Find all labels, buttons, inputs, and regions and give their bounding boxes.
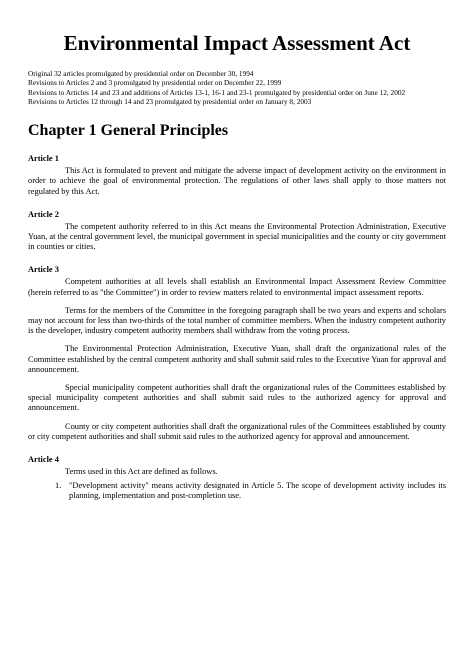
list-item-text: "Development activity" means activity designated in Article 5. The scope of development activity includes its planning, implementation and post-completion use.: [69, 481, 446, 501]
revision-history: [28, 69, 446, 106]
revision-line: Revisions to Articles 12 through 14 and 23 promulgated by presidential order on January 8, 2003: [28, 96, 312, 106]
article-4: [28, 454, 446, 502]
article-paragraph: Competent authorities at all levels shall establish an Environmental Impact Assessment Review Committee (herein referred to as "the Committee") in order to review matters related to environmental impact assessment reports.: [28, 277, 446, 297]
article-2: [28, 209, 446, 253]
article-paragraph: Terms for the members of the Committee in the foregoing paragraph shall be two years and experts and scholars may not account for less than two-thirds of the total number of committee members. When the industry competent authority is the developer, industry competent authority members shall withdraw from the voting process.: [28, 305, 446, 336]
definition-list: [28, 481, 446, 501]
revision-line: Revisions to Articles 14 and 23 and additions of Articles 13-1, 16-1 and 23-1 promulgated by presidential order on June 12, 2002: [28, 87, 406, 97]
article-paragraph: The Environmental Protection Administration, Executive Yuan, shall draft the organizational rules of the Committee established by the central competent authority and shall submit said rules to the Executive Yuan for approval and announcement.: [28, 344, 446, 374]
list-item-number: 1.: [55, 481, 62, 491]
article-paragraph: Terms used in this Act are defined as follows.: [65, 467, 218, 477]
article-paragraph: County or city competent authorities shall draft the organizational rules of the Committees established by county or city competent authorities and shall submit said rules to the authorized agency for approval and announcement.: [28, 421, 446, 441]
article-paragraph: Special municipality competent authorities shall draft the organizational rules of the Committees established by special municipality competent authorities and shall submit said rules to the authorized agency for approval and announcement.: [28, 383, 446, 413]
article-heading: Article 3: [28, 265, 59, 275]
article-heading: Article 2: [28, 209, 59, 219]
article-heading: Article 1: [28, 154, 59, 164]
document-title: Environmental Impact Assessment Act: [63, 31, 411, 55]
article-paragraph: The competent authority referred to in this Act means the Environmental Protection Administration, Executive Yuan, at the central government level, the municipal government in special municipalities and the county or city government in counties or cities.: [28, 221, 446, 252]
article-3: [28, 264, 446, 442]
article-paragraph: This Act is formulated to prevent and mitigate the adverse impact of development activity on the environment in order to achieve the goal of environmental protection. The regulations of other laws shall apply to those matters not regulated by this Act.: [28, 166, 446, 196]
list-item: [28, 481, 446, 501]
chapter-heading: Chapter 1 General Principles: [28, 122, 229, 140]
article-heading: Article 4: [28, 455, 59, 465]
article-1: [28, 153, 446, 197]
revision-line: Revisions to Articles 2 and 3 promulgated by presidential order on December 22, 1999: [28, 78, 282, 88]
revision-line: Original 32 articles promulgated by presidential order on December 30, 1994: [28, 69, 254, 78]
